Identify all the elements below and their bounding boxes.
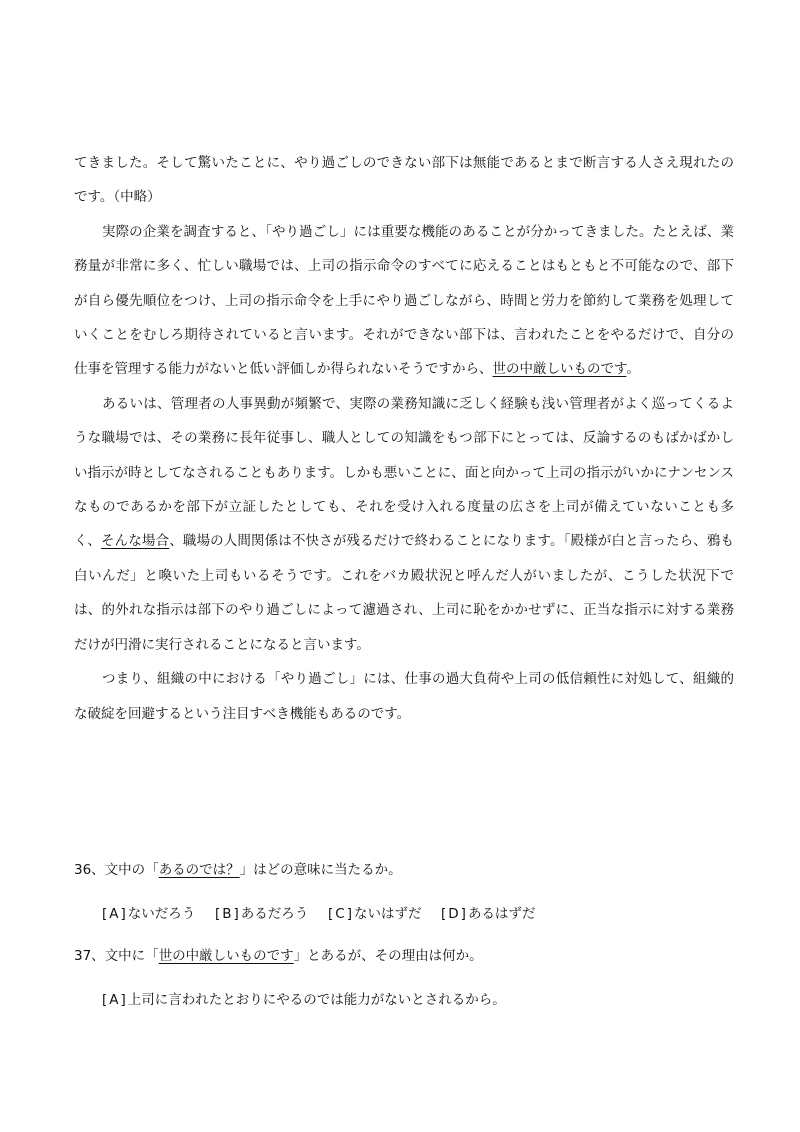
question-number: 37、	[74, 948, 105, 964]
question-36	[74, 858, 402, 878]
option-a[interactable]	[102, 988, 506, 1008]
paragraph-3-text-a: あるいは、管理者の人事異動が頻繁で、実際の業務知識に乏しく経験も浅い管理者がよく巡ってくるような職場では、その業務に長年従事し、職人としての知識をもつ部下にとっては、反論するのもばかばかしい指示が時としてなされることもあります。しかも悪いことに、面と向かって上司の指示がいかにナンセンスなものであるかを部下が立証したとしても、それを受け入れる度量の広さを上司が備えていないことも多く、	[74, 395, 734, 550]
question-37	[74, 944, 483, 964]
question-prefix: 文中の「	[104, 862, 159, 878]
option-a[interactable]	[102, 902, 215, 922]
question-underlined: 世の中厳しいものです	[158, 948, 294, 964]
option-letter: [D]	[441, 906, 468, 922]
question-number: 36、	[74, 862, 105, 878]
paragraph-2-end: 。	[626, 361, 640, 378]
option-c[interactable]	[328, 902, 441, 922]
option-letter: [B]	[215, 906, 241, 922]
question-37-options	[102, 988, 506, 1008]
option-letter: [C]	[328, 906, 354, 922]
question-36-options	[102, 902, 554, 922]
question-suffix: 」はどの意味に当たるか。	[239, 862, 402, 878]
option-text: あるはずだ	[467, 906, 536, 922]
option-letter: [A]	[102, 906, 128, 922]
option-letter: [A]	[102, 992, 128, 1008]
reading-passage	[74, 146, 734, 731]
paragraph-4: つまり、組織の中における「やり過ごし」には、仕事の過大負荷や上司の低信頼性に対処して、組織的な破綻を回避するという注目すべき機能もあるのです。	[74, 671, 734, 722]
option-d[interactable]	[441, 902, 554, 922]
option-text: ないはずだ	[353, 906, 422, 922]
paragraph-2-text: 実際の企業を調査すると、「やり過ごし」には重要な機能のあることが分かってきました。たとえば、業務量が非常に多く、忙しい職場では、上司の指示命令のすべてに応えることはもともと不可能なので、部下が自ら優先順位をつけ、上司の指示命令を上手にやり過ごしながら、時間と労力を節約して業務を処理していくことをむしろ期待されていると言います。それができない部下は、言われたことをやるだけで、自分の仕事を管理する能力がないと低い評価しか得られないそうですから、	[74, 223, 734, 378]
option-text: 上司に言われたとおりにやるのでは能力がないとされるから。	[127, 992, 506, 1008]
question-suffix: 」とあるが、その理由は何か。	[293, 948, 483, 964]
question-underlined: あるのでは？	[158, 862, 240, 878]
paragraph-3	[74, 387, 734, 662]
paragraph-1: てきました。そして驚いたことに、やり過ごしのできない部下は無能であるとまで断言する人さえ現れたのです。（中略）	[74, 155, 734, 206]
paragraph-3-text-b: 、職場の人間関係は不快さが残るだけで終わることになります。「殿様が白と言ったら、鴉も白いんだ」と喚いた上司もいるそうです。これをバカ殿状況と呼んだ人がいましたが、こうした状況下では、的外れな指示は部下のやり過ごしによって濾過され、上司に恥をかかせずに、正当な指示に対する業務だけが円滑に実行されることになると言います。	[74, 533, 735, 653]
underlined-phrase-such-case: そんな場合	[101, 533, 170, 550]
question-prefix: 文中に「	[104, 948, 159, 964]
paragraph-2	[74, 215, 734, 387]
option-text: あるだろう	[240, 906, 309, 922]
underlined-phrase-strict-world: 世の中厳しいものです	[492, 361, 627, 378]
option-b[interactable]	[215, 902, 328, 922]
option-text: ないだろう	[127, 906, 196, 922]
